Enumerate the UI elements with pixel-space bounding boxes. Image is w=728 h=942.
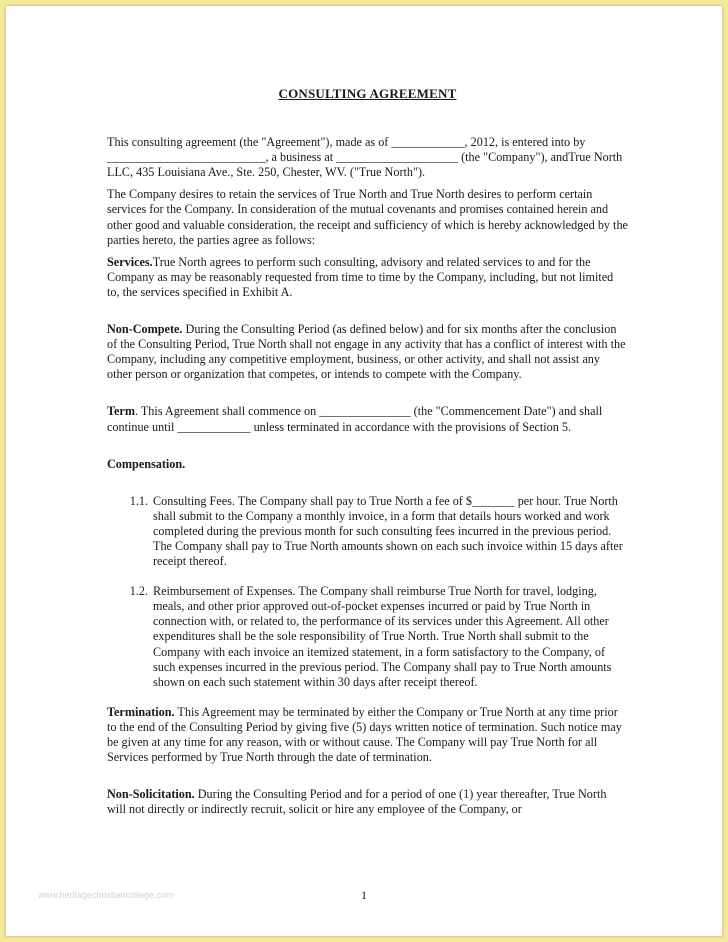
compensation-item-1-1 <box>107 494 628 569</box>
termination-heading: Termination. <box>107 704 175 719</box>
services-paragraph <box>107 255 628 300</box>
services-text: True North agrees to perform such consulting, advisory and related services to and for the Company as may be reasonably requested from time to time by the Company, including, but not limited to, the services specified in Exhibit A. <box>107 254 614 299</box>
item-text: Reimbursement of Expenses. The Company shall reimburse True North for travel, lodging, meals, and other prior approved out-of-pocket expenses incurred or paid by True North in connection with, or related to, the performance of its services under this Agreement. All other expenditures shall be the sole responsibility of True North. True North shall submit to the Company with each invoice an itemized statement, in a form satisfactory to the Company, of such expenses incurred in the previous period. The Company shall pay to True North amounts shown on each such statement within 30 days after receipt thereof. <box>153 584 612 689</box>
document-body <box>107 86 628 824</box>
non-solicitation-text: During the Consulting Period and for a period of one (1) year thereafter, True North will not directly or indirectly recruit, solicit or hire any employee of the Company, or <box>107 787 607 817</box>
non-solicitation-paragraph <box>107 787 628 817</box>
item-text: Consulting Fees. The Company shall pay to True North a fee of $_______ per hour. True North shall submit to the Company a monthly invoice, in a form that details hours worked and work completed during the previous month for such consulting fees incurred in the previous period. The Company shall pay to True North amounts shown on each such invoice within 15 days after receipt thereof. <box>153 493 623 569</box>
term-heading: Term <box>107 404 135 419</box>
term-text: . This Agreement shall commence on _______________ (the "Commencement Date") and shall continue until ____________ unless terminated in accordance with the provisions of Section 5. <box>107 404 603 434</box>
non-compete-heading: Non-Compete. <box>107 322 183 337</box>
termination-text: This Agreement may be terminated by either the Company or True North at any time prior to the end of the Consulting Period by giving five (5) days written notice of termination. Such notice may be given at any time for any reason, with or without cause. The Company will pay True North for all Services performed by True North through the date of termination. <box>107 704 622 765</box>
page-number: 1 <box>361 888 367 902</box>
non-solicitation-heading: Non-Solicitation. <box>107 787 195 802</box>
item-number: 1.2. <box>129 584 148 599</box>
compensation-heading: Compensation. <box>107 456 186 471</box>
non-compete-text: During the Consulting Period (as defined below) and for six months after the conclusion of the Consulting Period, True North shall not engage in any activity that has a conflict of interest with the Company, including any competitive employment, business, or other activity, and shall not assist any other person or organization that competes, or intends to compete with the Company. <box>107 322 626 382</box>
intro-paragraph: This consulting agreement (the "Agreement"), made as of ____________, 2012, is entered into by __________________________, a business at ____________________ (the "Company"), andTrue North LLC, 435 Louisiana Ave., Ste. 250, Chester, WV. ("True North"). <box>107 135 623 180</box>
term-paragraph <box>107 404 628 434</box>
item-number: 1.1. <box>129 493 148 508</box>
document-title: CONSULTING AGREEMENT <box>278 86 457 101</box>
compensation-item-1-2 <box>107 584 628 690</box>
document-page <box>6 6 722 936</box>
termination-paragraph <box>107 705 628 765</box>
services-heading: Services. <box>107 254 153 269</box>
non-compete-paragraph <box>107 322 628 382</box>
watermark: www.heritagechristiancollege.com <box>38 890 174 900</box>
recital-paragraph: The Company desires to retain the services of True North and True North desires to perform certain services for the Company. In consideration of the mutual covenants and promises contained herein and other good and valuable consideration, the receipt and sufficiency of which is hereby acknowledged by the parties hereto, the parties agree as follows: <box>107 187 628 247</box>
